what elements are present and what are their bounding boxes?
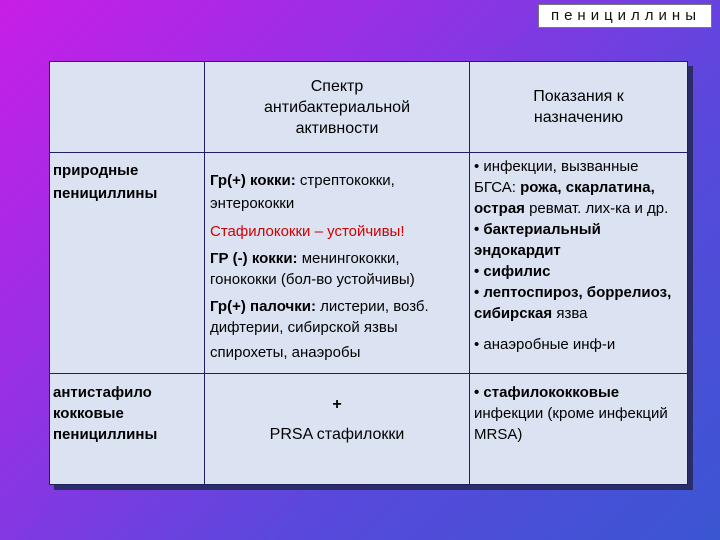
header-indications: Показания к назначению (470, 62, 688, 153)
indication-anaerobic: • анаэробные инф-и (474, 336, 616, 353)
indications-natural (470, 153, 688, 374)
indication-syphilis: • сифилис (474, 263, 551, 280)
header-empty-cell (50, 62, 205, 153)
indication-endocarditis: • бактериальный эндокардит (474, 221, 601, 259)
page-title: пенициллины (538, 4, 712, 28)
spectrum-staph-note: Стафилококки – устойчивы! (210, 223, 405, 240)
table-row-antistaph (50, 374, 688, 485)
indication-bgsa: • инфекции, вызванные БГСА: рожа, скарлатина, острая ревмат. лих-ка и др. (474, 158, 669, 217)
row-name-natural: природные пенициллины (50, 153, 205, 374)
spectrum-gp-rods: Гр(+) палочки: листерии, возб. дифтерии, сибирской язвы (210, 298, 429, 336)
spectrum-other: спирохеты, анаэробы (210, 344, 361, 361)
spectrum-plus: + (332, 396, 342, 413)
spectrum-prsa: PRSA стафилокки (269, 426, 405, 443)
row-name-antistaph: антистафило кокковые пенициллины (50, 374, 205, 485)
penicillins-table (49, 61, 688, 485)
indications-antistaph: • стафилококковые инфекции (кроме инфекций MRSA) (470, 374, 688, 485)
spectrum-natural (205, 153, 470, 374)
spectrum-gn-cocci: ГР (-) кокки: менингококки, гонококки (бол-во устойчивы) (210, 250, 415, 288)
header-row (50, 62, 688, 153)
table-row-natural (50, 153, 688, 374)
spectrum-antistaph (205, 374, 470, 485)
spectrum-gp-cocci: Гр(+) кокки: стрептококки, энтерококки (210, 172, 395, 212)
header-spectrum: Спектр антибактериальной активности (205, 62, 470, 153)
indication-leptospirosis: • лептоспироз, боррелиоз, сибирская язва (474, 284, 672, 322)
